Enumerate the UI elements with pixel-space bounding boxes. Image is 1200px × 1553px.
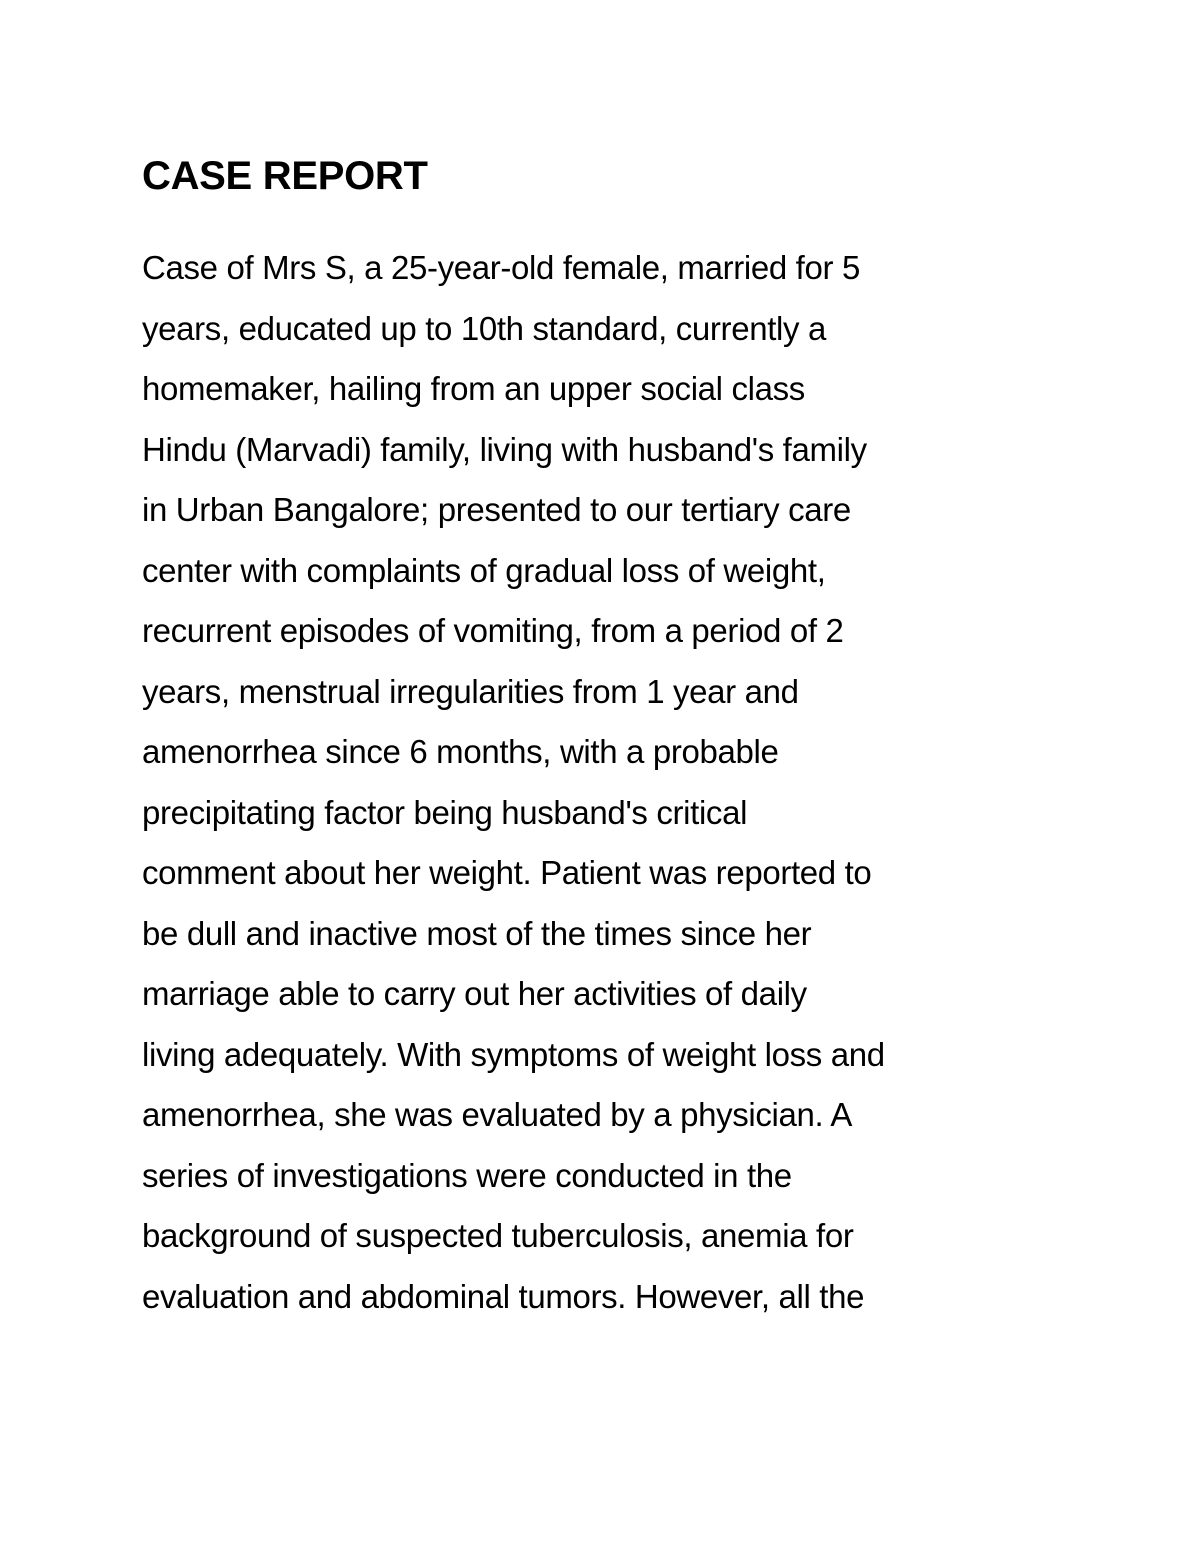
paragraph-line: Hindu (Marvadi) family, living with husband's family	[142, 430, 867, 468]
paragraph-line: in Urban Bangalore; presented to our tertiary care	[142, 491, 851, 528]
paragraph-line: marriage able to carry out her activities of daily	[142, 975, 807, 1012]
paragraph-line: years, menstrual irregularities from 1 year and	[142, 672, 799, 710]
paragraph-line: recurrent episodes of vomiting, from a period of 2	[142, 612, 844, 649]
paragraph-line: amenorrhea since 6 months, with a probable	[142, 733, 779, 770]
paragraph-line: amenorrhea, she was evaluated by a physician. A	[142, 1096, 852, 1133]
paragraph-line: evaluation and abdominal tumors. However, all the	[142, 1277, 865, 1315]
case-report-paragraph	[142, 238, 1102, 1327]
paragraph-line: years, educated up to 10th standard, currently a	[142, 309, 826, 347]
paragraph-line: center with complaints of gradual loss of weight,	[142, 551, 826, 589]
paragraph-line: be dull and inactive most of the times since her	[142, 914, 812, 952]
paragraph-line: homemaker, hailing from an upper social class	[142, 370, 805, 407]
paragraph-line: comment about her weight. Patient was reported to	[142, 854, 872, 891]
document-heading: CASE REPORT	[142, 154, 428, 198]
paragraph-line: background of suspected tuberculosis, anemia for	[142, 1217, 854, 1254]
paragraph-line: living adequately. With symptoms of weight loss and	[142, 1035, 885, 1073]
paragraph-line: Case of Mrs S, a 25-year-old female, married for 5	[142, 249, 860, 286]
paragraph-line: precipitating factor being husband's critical	[142, 793, 748, 831]
paragraph-line: series of investigations were conducted in the	[142, 1156, 792, 1194]
